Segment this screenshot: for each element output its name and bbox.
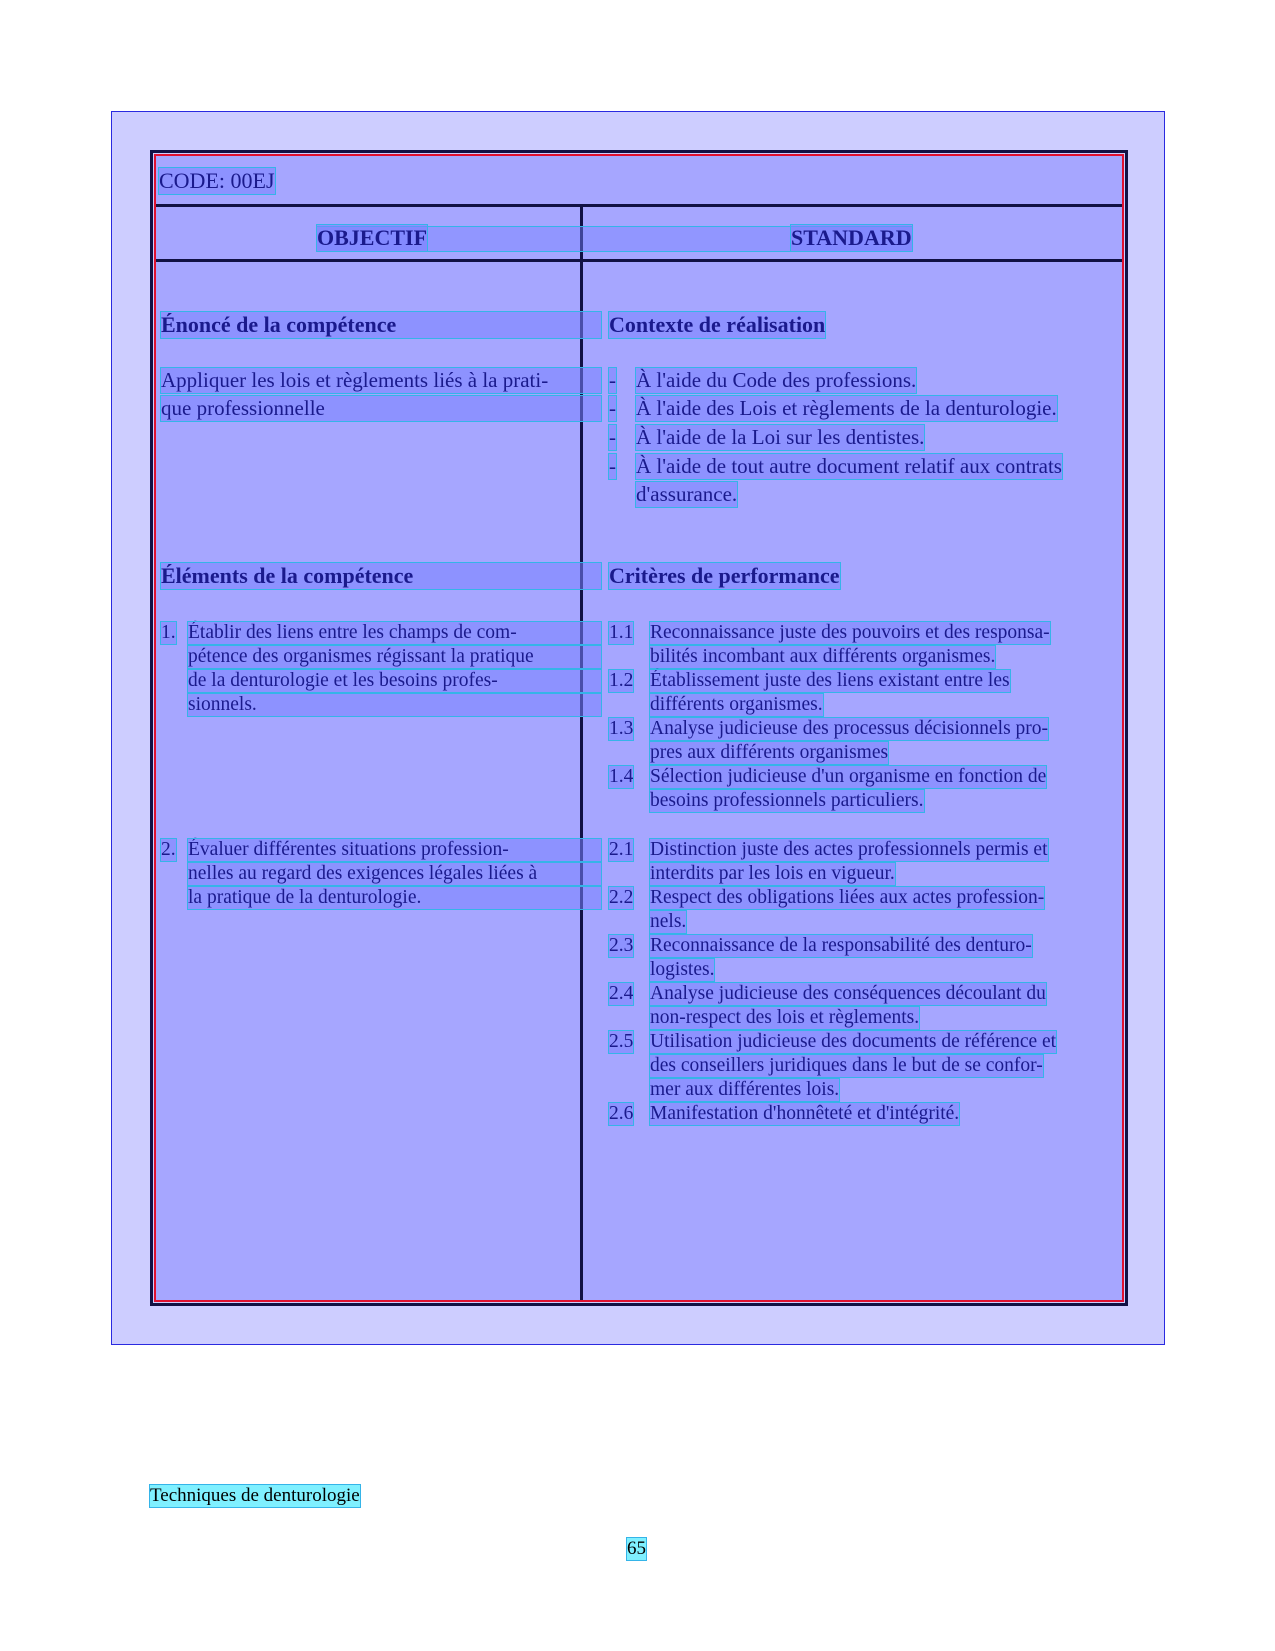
critere-2-2-line-2: nels. — [650, 911, 687, 932]
divider-headers — [156, 259, 1122, 262]
element-1-line-2: pétence des organismes régissant la pratique — [188, 646, 601, 668]
element-2-number: 2. — [161, 839, 176, 860]
critere-2-6-line-1: Manifestation d'honnêteté et d'intégrité. — [650, 1103, 960, 1124]
element-2-line-1: Évaluer différentes situations profession- — [188, 839, 601, 861]
contexte-item-1: À l'aide du Code des professions. — [636, 368, 917, 392]
critere-1-3-line-2: pres aux différents organismes — [650, 742, 889, 763]
critere-2-4-line-1: Analyse judicieuse des conséquences découlant du — [650, 983, 1046, 1004]
enonce-line-2: que professionnelle — [161, 396, 601, 421]
critere-2-2-number: 2.2 — [609, 887, 634, 908]
critere-2-1-line-1: Distinction juste des actes professionnels permis et — [650, 839, 1048, 860]
critere-1-2-line-2: différents organismes. — [650, 694, 823, 715]
critere-2-4-number: 2.4 — [609, 983, 634, 1004]
critere-2-1-line-2: interdits par les lois en vigueur. — [650, 863, 895, 884]
critere-1-2-number: 1.2 — [609, 670, 634, 691]
critere-1-3-line-1: Analyse judicieuse des processus décisionnels pro- — [650, 718, 1049, 739]
critere-1-1-line-1: Reconnaissance juste des pouvoirs et des responsa- — [650, 622, 1050, 643]
enonce-title: Énoncé de la compétence — [161, 312, 601, 338]
element-1-number: 1. — [161, 622, 176, 643]
element-1-line-1: Établir des liens entre les champs de com- — [188, 622, 601, 644]
critere-2-5-line-3: mer aux différentes lois. — [650, 1079, 840, 1100]
critere-2-5-line-2: des conseillers juridiques dans le but de se confor- — [650, 1055, 1043, 1076]
contexte-item-3: À l'aide de la Loi sur les dentistes. — [636, 425, 925, 449]
elements-title: Éléments de la compétence — [161, 563, 601, 589]
element-1-line-3: de la denturologie et les besoins profes- — [188, 670, 601, 692]
contexte-item-4-line-2: d'assurance. — [636, 482, 738, 506]
critere-1-1-line-2: bilités incombant aux différents organismes. — [650, 646, 996, 667]
critere-1-3-number: 1.3 — [609, 718, 634, 739]
critere-2-6-number: 2.6 — [609, 1103, 634, 1124]
contexte-bullet-3: - — [609, 425, 616, 449]
criteres-title: Critères de performance — [609, 563, 840, 588]
critere-1-2-line-1: Établissement juste des liens existant entre les — [650, 670, 1010, 691]
page-number: 65 — [627, 1538, 646, 1559]
critere-2-3-number: 2.3 — [609, 935, 634, 956]
critere-1-1-number: 1.1 — [609, 622, 634, 643]
critere-2-5-line-1: Utilisation judicieuse des documents de référence et — [650, 1031, 1057, 1052]
critere-1-4-number: 1.4 — [609, 766, 634, 787]
contexte-bullet-1: - — [609, 368, 616, 392]
critere-2-1-number: 2.1 — [609, 839, 634, 860]
contexte-item-4-line-1: À l'aide de tout autre document relatif aux contrats — [636, 454, 1062, 478]
critere-1-4-line-2: besoins professionnels particuliers. — [650, 790, 924, 811]
critere-2-3-line-2: logistes. — [650, 959, 715, 980]
divider-code — [156, 204, 1122, 207]
enonce-line-1: Appliquer les lois et règlements liés à la prati- — [161, 368, 601, 393]
header-standard: STANDARD — [791, 225, 912, 250]
element-2-line-3: la pratique de la denturologie. — [188, 887, 601, 909]
code-label: CODE: 00EJ — [159, 168, 275, 193]
critere-2-4-line-2: non-respect des lois et règlements. — [650, 1007, 920, 1028]
contexte-bullet-4: - — [609, 454, 616, 478]
critere-2-5-number: 2.5 — [609, 1031, 634, 1052]
contexte-bullet-2: - — [609, 396, 616, 420]
contexte-item-2: À l'aide des Lois et règlements de la denturologie. — [636, 396, 1057, 420]
footer-title: Techniques de denturologie — [150, 1485, 360, 1506]
critere-1-4-line-1: Sélection judicieuse d'un organisme en fonction de — [650, 766, 1047, 787]
critere-2-3-line-1: Reconnaissance de la responsabilité des denturo- — [650, 935, 1032, 956]
header-objectif: OBJECTIF — [317, 225, 428, 250]
element-1-line-4: sionnels. — [188, 694, 601, 716]
contexte-title: Contexte de réalisation — [609, 312, 826, 337]
critere-2-2-line-1: Respect des obligations liées aux actes profession- — [650, 887, 1045, 908]
element-2-line-2: nelles au regard des exigences légales liées à — [188, 863, 601, 885]
